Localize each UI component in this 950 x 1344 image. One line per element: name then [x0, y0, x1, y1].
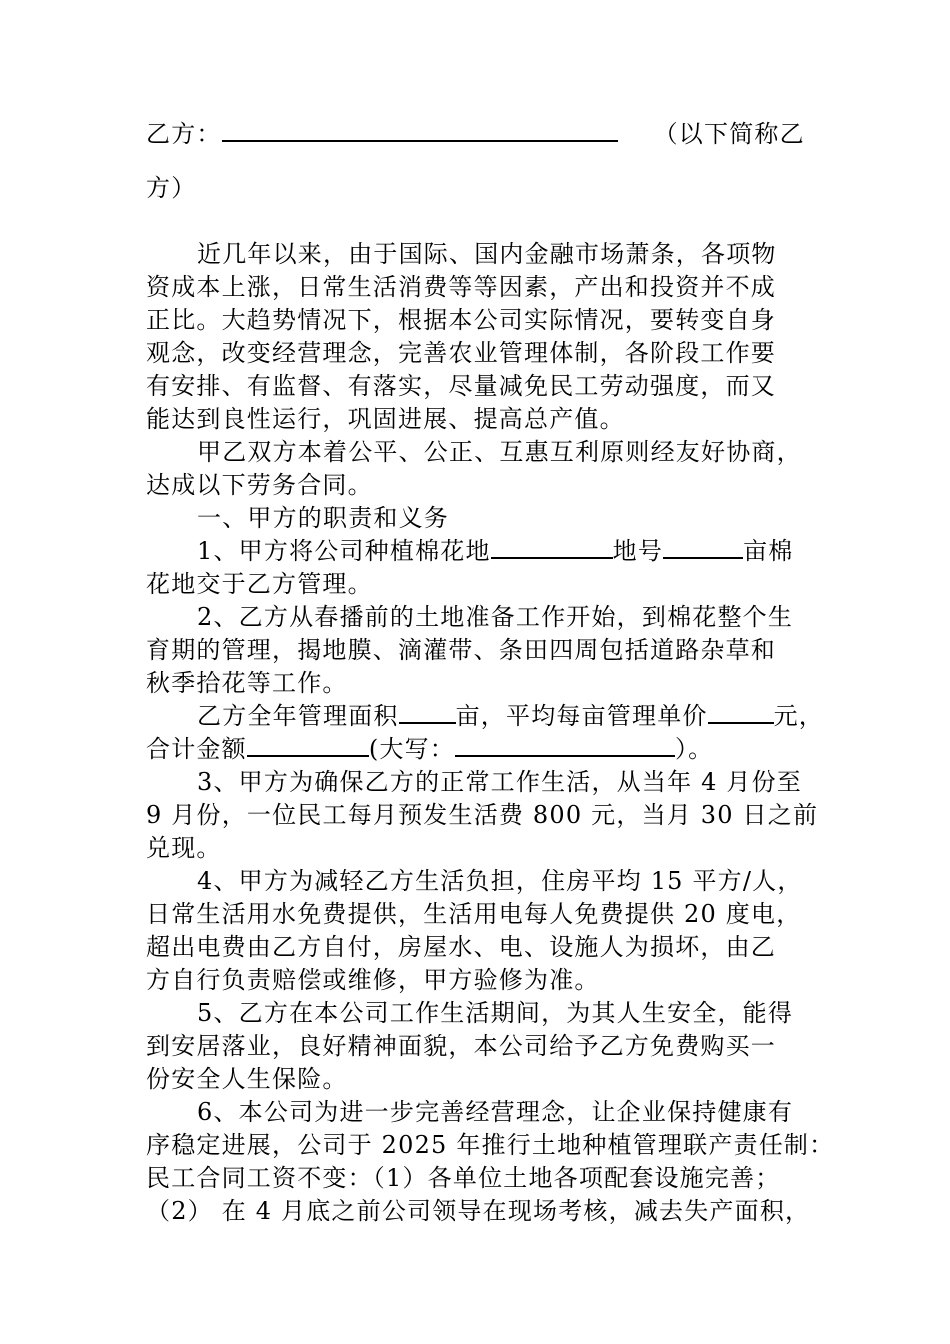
item-1-line	[146, 535, 811, 568]
area-blank[interactable]	[399, 700, 456, 724]
item-1-mu-label: 亩棉	[743, 537, 794, 565]
item-1-plot-label: 地号	[612, 537, 664, 565]
party-b-suffix: （以下简称乙	[653, 120, 805, 148]
party-b-line	[146, 118, 811, 151]
party-b-name-blank[interactable]	[222, 118, 618, 142]
item-3-line: 9 月份，一位民工每月预发生活费 800 元，当月 30 日之前	[146, 801, 819, 829]
item-6-line: 序稳定进展，公司于 2025 年推行土地种植管理联产责任制：	[146, 1131, 835, 1159]
intro-line: 有安排、有监督、有落实，尽量减免民工劳动强度，而又	[146, 372, 776, 400]
item-5-line: 份安全人生保险。	[146, 1065, 348, 1093]
unit-price-blank[interactable]	[708, 700, 774, 724]
unit-price-label: 亩，平均每亩管理单价	[455, 702, 708, 730]
intro-line: 能达到良性运行，巩固进展、提高总产值。	[146, 405, 625, 433]
closing-paren: ）。	[674, 735, 714, 763]
item-2-line: 2、乙方从春播前的土地准备工作开始，到棉花整个生	[197, 603, 794, 631]
principle-line: 甲乙双方本着公平、公正、互惠互利原则经友好协商，	[197, 438, 802, 466]
contract-page	[146, 118, 835, 1228]
total-amount-label: 合计金额	[146, 735, 247, 763]
item-4-line: 4、甲方为减轻乙方生活负担，住房平均 15 平方/人，	[197, 867, 803, 895]
plot-number-blank[interactable]	[663, 535, 743, 559]
item-4-line: 日常生活用水免费提供，生活用电每人免费提供 20 度电，	[146, 900, 802, 928]
item-5-line: 5、乙方在本公司工作生活期间，为其人生安全，能得	[197, 999, 794, 1027]
item-1-line-2: 花地交于乙方管理。	[146, 570, 373, 598]
item-3-line: 3、甲方为确保乙方的正常工作生活，从当年 4 月份至	[197, 768, 802, 796]
item-2-line: 育期的管理，揭地膜、滴灌带、条田四周包括道路杂草和	[146, 636, 776, 664]
total-amount-blank[interactable]	[247, 733, 369, 757]
uppercase-amount-blank[interactable]	[455, 733, 675, 757]
area-label: 乙方全年管理面积	[197, 702, 399, 730]
party-b-suffix-continued: 方）	[146, 174, 197, 202]
intro-line: 观念，改变经营理念，完善农业管理体制，各阶段工作要	[146, 339, 776, 367]
item-5-line: 到安居落业，良好精神面貌，本公司给予乙方免费购买一	[146, 1032, 776, 1060]
item-6-line: （2） 在 4 月底之前公司领导在现场考核，减去失产面积，	[146, 1197, 811, 1225]
item-2-line: 秋季拾花等工作。	[146, 669, 348, 697]
total-amount-line	[146, 733, 811, 766]
intro-line: 近几年以来，由于国际、国内金融市场萧条，各项物	[197, 240, 777, 268]
intro-line: 正比。大趋势情况下，根据本公司实际情况，要转变自身	[146, 306, 776, 334]
principle-line: 达成以下劳务合同。	[146, 471, 373, 499]
item-6-line: 民工合同工资不变：（1）各单位土地各项配套设施完善；	[146, 1164, 781, 1192]
yuan-label: 元，	[773, 702, 825, 730]
uppercase-label: (大写：	[368, 735, 455, 763]
item-4-line: 方自行负责赔偿或维修，甲方验修为准。	[146, 966, 600, 994]
cotton-field-blank[interactable]	[491, 535, 613, 559]
area-line	[146, 700, 825, 733]
item-6-line: 6、本公司为进一步完善经营理念，让企业保持健康有	[197, 1098, 794, 1126]
party-b-label: 乙方：	[146, 120, 222, 148]
section-1-title: 一、甲方的职责和义务	[197, 504, 449, 532]
intro-line: 资成本上涨，日常生活消费等等因素，产出和投资并不成	[146, 273, 776, 301]
item-1-text: 1、甲方将公司种植棉花地	[197, 537, 491, 565]
item-4-line: 超出电费由乙方自付，房屋水、电、设施人为损坏，由乙	[146, 933, 776, 961]
item-3-line: 兑现。	[146, 834, 222, 862]
